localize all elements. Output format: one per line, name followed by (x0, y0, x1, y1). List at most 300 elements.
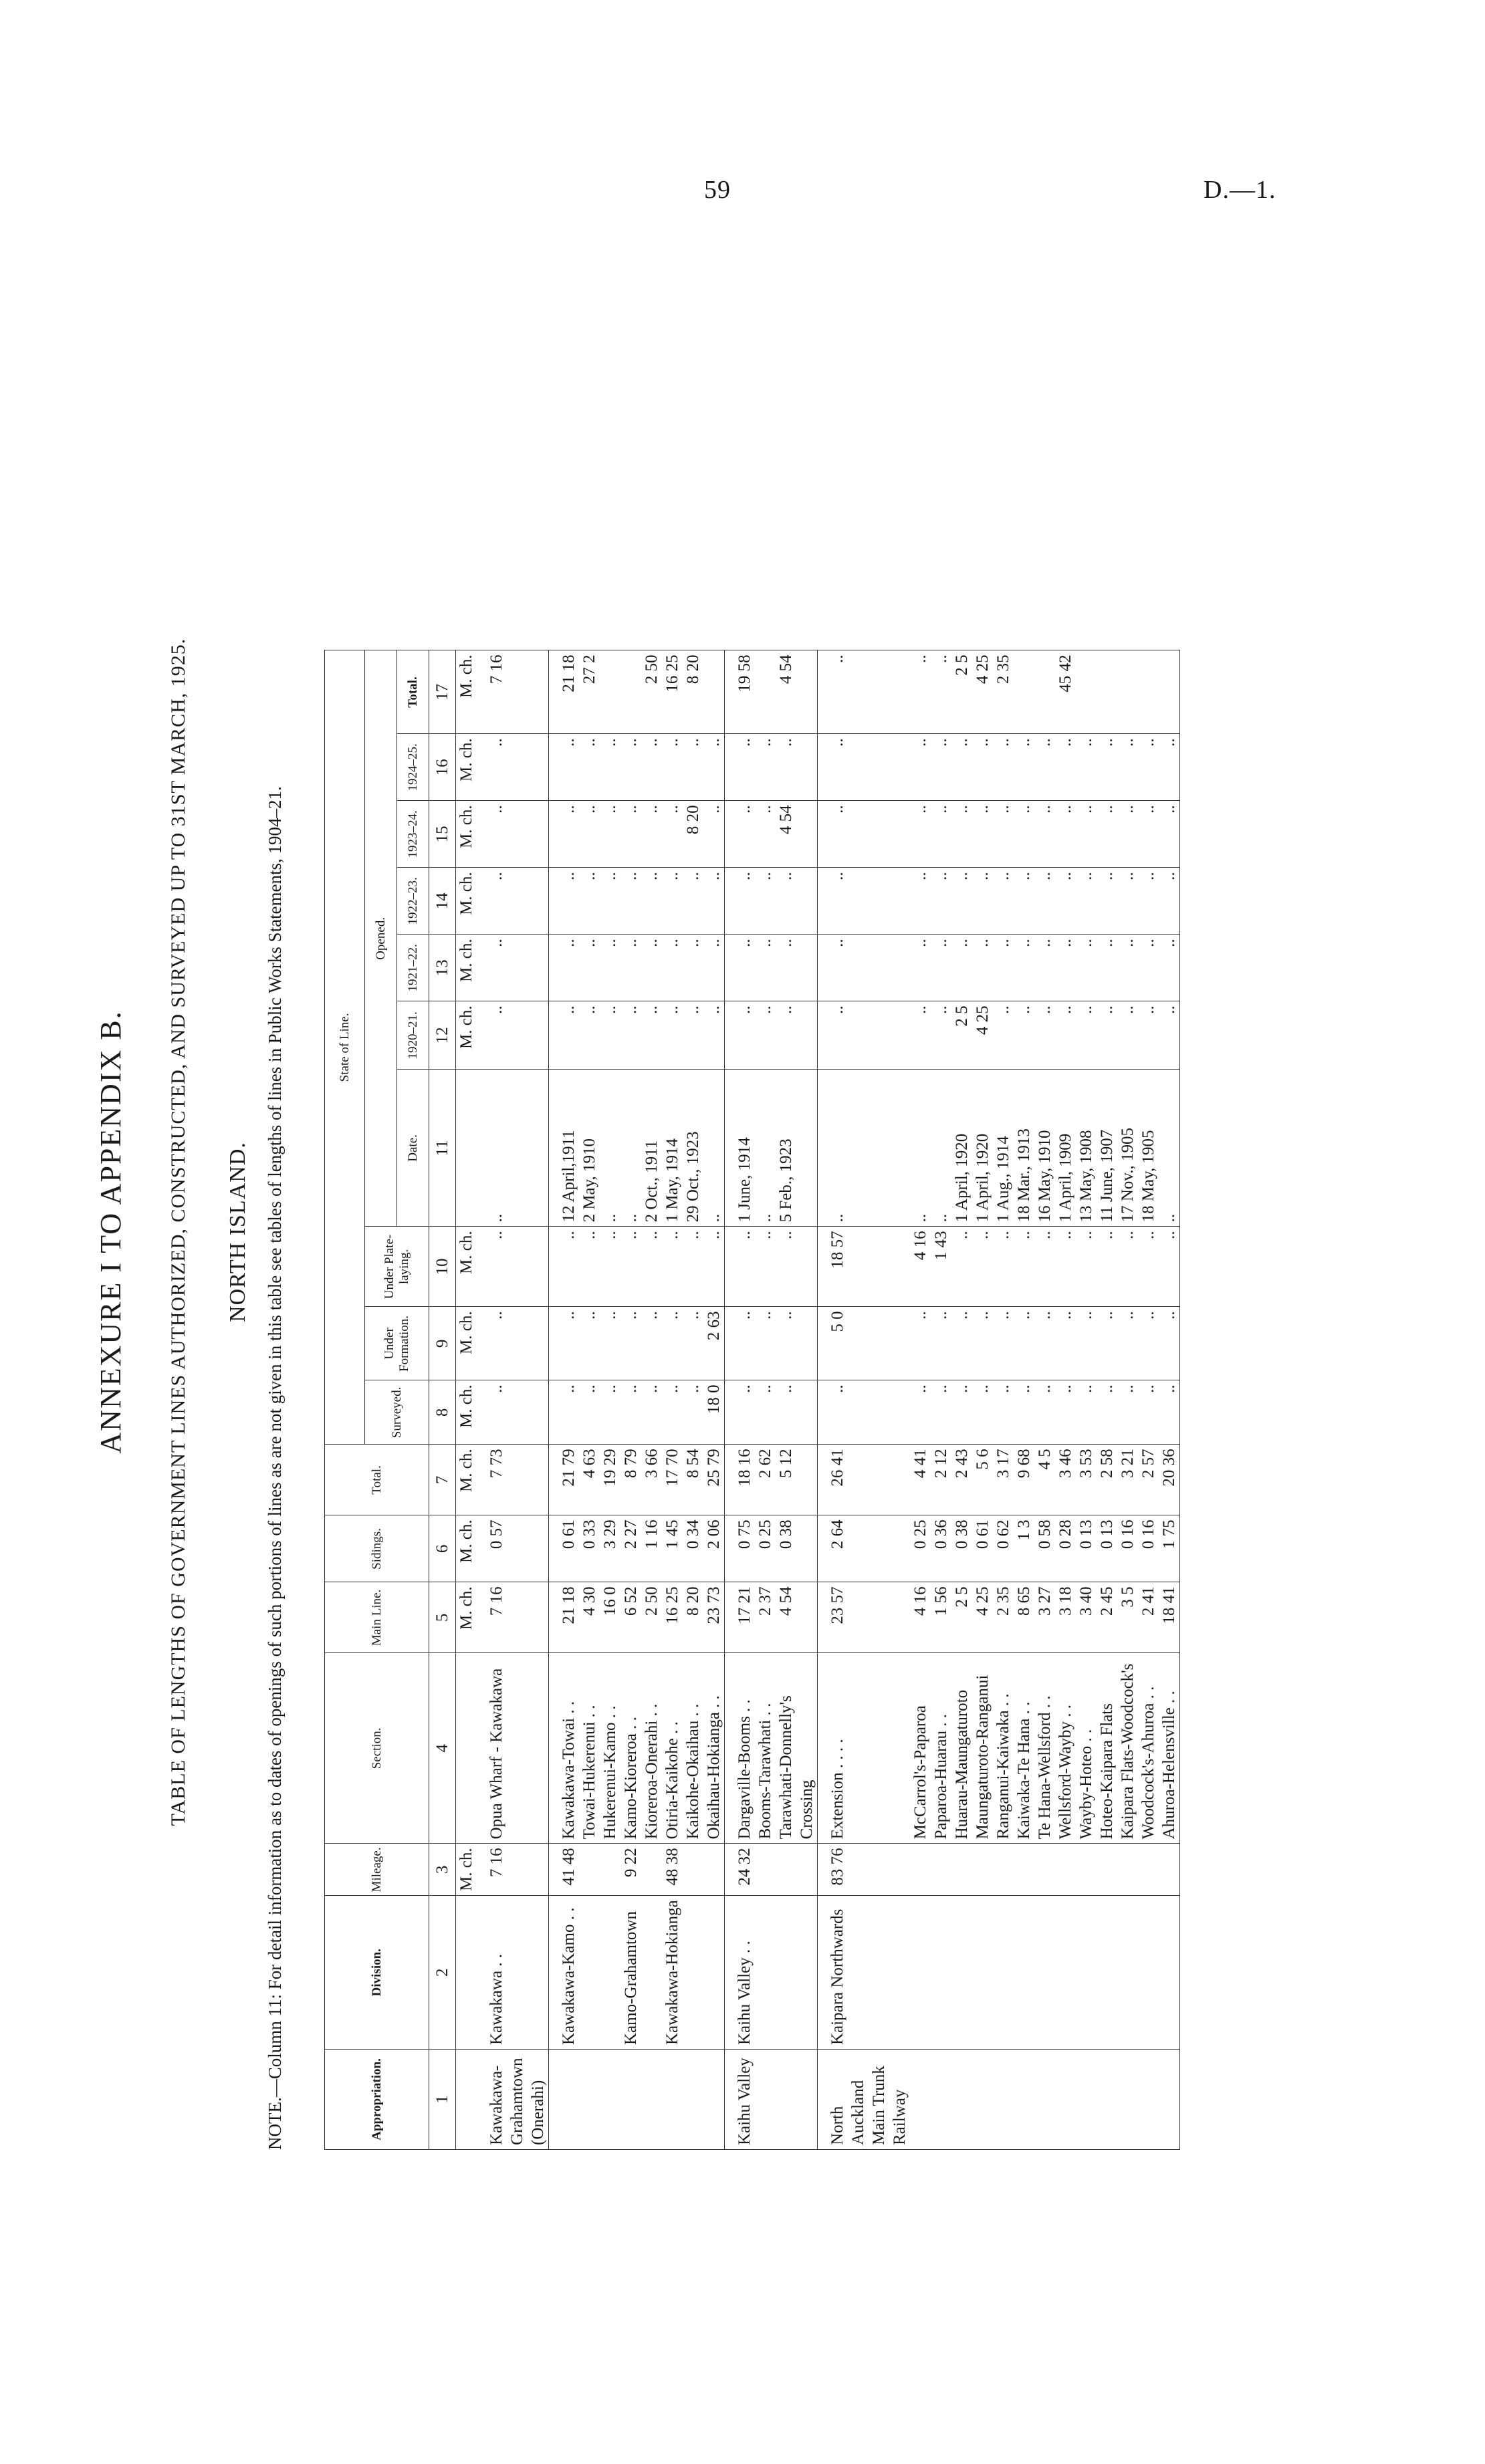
table-cell: .. (755, 1307, 776, 1380)
column-number: 17 (429, 650, 456, 734)
table-cell: .. (1034, 1307, 1055, 1380)
table-cell (951, 1844, 972, 1896)
table-cell: 0 36 (931, 1515, 951, 1582)
table-cell (683, 1844, 703, 1896)
unit-label: M. ch. (456, 734, 477, 801)
header-main-line: Main Line. (325, 1582, 429, 1653)
header-state-of-line: State of Line. (325, 650, 365, 1445)
table-cell: 2 58 (1097, 1445, 1117, 1515)
table-cell (1138, 1896, 1159, 2050)
unit-label: M. ch. (456, 868, 477, 935)
table-cell: .. (972, 1227, 993, 1307)
table-cell: .. (951, 935, 972, 1001)
table-cell: .. (755, 1227, 776, 1307)
table-cell: 4 25 (972, 1582, 993, 1653)
table-cell: .. (910, 935, 931, 1001)
table-cell: .. (1159, 1001, 1180, 1070)
table-cell: 8 65 (1014, 1582, 1034, 1653)
table-cell: .. (1076, 935, 1097, 1001)
table-cell: Kamo-Grahamtown (620, 1896, 641, 2050)
table-row (1076, 650, 1097, 2150)
table-cell: 4 63 (579, 1445, 600, 1515)
table-cell: 25 79 (703, 1445, 725, 1515)
table-cell: 2 63 (703, 1307, 725, 1380)
table-cell: .. (662, 1380, 683, 1445)
table-cell: .. (620, 801, 641, 868)
header-1923-24: 1923–24. (397, 801, 429, 868)
table-cell: 0 57 (477, 1515, 549, 1582)
table-cell: .. (755, 734, 776, 801)
table-cell: .. (579, 1307, 600, 1380)
table-cell: .. (972, 935, 993, 1001)
table-cell: McCarrol's-Paparoa (910, 1653, 931, 1844)
table-cell: .. (683, 1380, 703, 1445)
table-cell (951, 1896, 972, 2050)
table-cell: .. (1014, 935, 1034, 1001)
table-cell: 2 64 (818, 1515, 911, 1582)
table-cell: .. (641, 734, 662, 801)
unit-label (456, 1653, 477, 1844)
table-cell: .. (1159, 1307, 1180, 1380)
table-cell: .. (725, 1307, 756, 1380)
table-cell: 21 18 (549, 1582, 580, 1653)
table-cell: 2 May, 1910 (579, 1070, 600, 1227)
table-cell (620, 2050, 641, 2150)
table-cell: .. (910, 868, 931, 935)
table-cell: .. (1097, 734, 1117, 801)
table-cell: 16 0 (600, 1582, 620, 1653)
table-cell: .. (951, 734, 972, 801)
table-cell: .. (477, 1227, 549, 1307)
table-cell: 1 75 (1159, 1515, 1180, 1582)
table-cell: .. (600, 868, 620, 935)
table-cell: .. (1014, 801, 1034, 868)
table-cell: .. (972, 1380, 993, 1445)
table-cell: 2 27 (620, 1515, 641, 1582)
column-number: 3 (429, 1844, 456, 1896)
table-cell: 0 25 (910, 1515, 931, 1582)
table-cell: 2 41 (1138, 1582, 1159, 1653)
table-cell: .. (910, 1307, 931, 1380)
table-cell: 0 13 (1097, 1515, 1117, 1582)
table-cell: Wellsford-Wayby . . (1055, 1653, 1076, 1844)
table-cell: Dargaville-Booms . . (725, 1653, 756, 1844)
table-cell (1014, 650, 1034, 734)
table-cell (1097, 1896, 1117, 2050)
table-cell: 3 17 (993, 1445, 1014, 1515)
table-cell: .. (1055, 801, 1076, 868)
table-cell: .. (662, 1001, 683, 1070)
table-cell: .. (951, 868, 972, 935)
table-cell: 3 40 (1076, 1582, 1097, 1653)
table-cell: .. (1138, 935, 1159, 1001)
table-row (725, 650, 756, 2150)
header-1924-25: 1924–25. (397, 734, 429, 801)
table-cell: Kaihu Valley (725, 2050, 756, 2150)
table-cell: 17 Nov., 1905 (1117, 1070, 1138, 1227)
table-cell: .. (549, 868, 580, 935)
table-cell: 16 25 (662, 1582, 683, 1653)
column-number: 1 (429, 2050, 456, 2150)
table-cell: 0 62 (993, 1515, 1014, 1582)
table-cell: 20 36 (1159, 1445, 1180, 1515)
table-cell: .. (993, 1001, 1014, 1070)
table-cell: 1 April, 1920 (951, 1070, 972, 1227)
table-cell: 13 May, 1908 (1076, 1070, 1097, 1227)
table-cell: .. (1097, 1307, 1117, 1380)
table-cell: 41 48 (549, 1844, 580, 1896)
table-cell: Hoteo-Kaipara Flats (1097, 1653, 1117, 1844)
table-cell: Opua Wharf - Kawakawa (477, 1653, 549, 1844)
table-cell: .. (579, 868, 600, 935)
header-opened-total: Total. (397, 650, 429, 734)
table-cell: .. (1014, 868, 1034, 935)
table-cell: .. (1117, 801, 1138, 868)
table-cell: .. (1034, 868, 1055, 935)
page-number: 59 (704, 176, 731, 204)
table-cell: .. (579, 1001, 600, 1070)
table-cell: .. (620, 1380, 641, 1445)
table-cell: 8 20 (683, 801, 703, 868)
table-cell (1014, 1844, 1034, 1896)
table-row (579, 650, 600, 2150)
table-cell: 4 16 (910, 1582, 931, 1653)
table-cell: .. (549, 1307, 580, 1380)
table-row (641, 650, 662, 2150)
table-cell (755, 2050, 776, 2150)
table-cell: .. (1034, 935, 1055, 1001)
table-cell: .. (477, 801, 549, 868)
table-cell (931, 1896, 951, 2050)
column-number: 11 (429, 1070, 456, 1227)
table-cell: North Auckland Main Trunk Railway (818, 2050, 911, 2150)
unit-label (456, 1896, 477, 2050)
table-cell: 2 35 (993, 1582, 1014, 1653)
table-cell: .. (1014, 1307, 1034, 1380)
table-cell: .. (641, 935, 662, 1001)
table-cell: .. (1138, 1307, 1159, 1380)
table-cell: .. (549, 935, 580, 1001)
table-cell: 5 12 (776, 1445, 818, 1515)
table-cell: .. (620, 935, 641, 1001)
table-cell: .. (931, 650, 951, 734)
table-cell: 2 12 (931, 1445, 951, 1515)
table-cell: .. (1097, 801, 1117, 868)
table-cell: 11 June, 1907 (1097, 1070, 1117, 1227)
table-cell: .. (620, 734, 641, 801)
table-cell: .. (477, 1070, 549, 1227)
table-cell (1159, 650, 1180, 734)
table-cell: .. (477, 1307, 549, 1380)
table-cell: .. (1138, 734, 1159, 801)
table-cell (1097, 2050, 1117, 2150)
table-row (662, 650, 683, 2150)
table-cell: 2 5 (951, 1582, 972, 1653)
header-appropriation: Appropriation. (325, 2050, 429, 2150)
table-cell: .. (549, 1380, 580, 1445)
table-cell: .. (549, 801, 580, 868)
table-cell (776, 2050, 818, 2150)
table-cell: .. (931, 935, 951, 1001)
table-cell (600, 650, 620, 734)
unit-label: M. ch. (456, 801, 477, 868)
table-cell (600, 1896, 620, 2050)
table-cell: 2 5 (951, 1001, 972, 1070)
table-cell (703, 2050, 725, 2150)
table-row (910, 650, 931, 2150)
header-surveyed: Surveyed. (365, 1380, 429, 1445)
table-cell: .. (776, 1380, 818, 1445)
column-number: 13 (429, 935, 456, 1001)
table-cell: .. (1055, 1307, 1076, 1380)
table-cell: .. (951, 1307, 972, 1380)
table-cell (1055, 1896, 1076, 2050)
table-cell: .. (549, 1001, 580, 1070)
table-cell: 1 June, 1914 (725, 1070, 756, 1227)
table-cell (972, 1844, 993, 1896)
table-cell: .. (776, 935, 818, 1001)
table-title: TABLE OF LENGTHS OF GOVERNMENT LINES AUTHORIZED, CONSTRUCTED, AND SURVEYED UP TO 31ST MARCH, 1925. (167, 638, 189, 1826)
table-cell: 24 32 (725, 1844, 756, 1896)
table-cell: .. (910, 1070, 931, 1227)
table-cell: .. (776, 1227, 818, 1307)
table-cell: .. (725, 935, 756, 1001)
table-cell (1117, 1896, 1138, 2050)
table-cell: 0 28 (1055, 1515, 1076, 1582)
table-cell: .. (1055, 1380, 1076, 1445)
table-cell: 1 May, 1914 (662, 1070, 683, 1227)
table-cell: .. (993, 734, 1014, 801)
table-cell: 3 21 (1117, 1445, 1138, 1515)
table-cell: .. (755, 1001, 776, 1070)
table-cell: Hukerenui-Kamo . . (600, 1653, 620, 1844)
table-cell: 1 April, 1920 (972, 1070, 993, 1227)
table-cell: .. (818, 935, 911, 1001)
table-cell: .. (972, 801, 993, 868)
table-cell (641, 1844, 662, 1896)
table-cell: 83 76 (818, 1844, 911, 1896)
table-cell: 1 April, 1909 (1055, 1070, 1076, 1227)
table-cell (1034, 1844, 1055, 1896)
table-cell: Ranganui-Kaiwaka . . (993, 1653, 1014, 1844)
table-cell: .. (776, 734, 818, 801)
table-row (703, 650, 725, 2150)
table-cell: 0 16 (1117, 1515, 1138, 1582)
table-cell: Kawakawa-Towai . . (549, 1653, 580, 1844)
table-cell: .. (703, 1070, 725, 1227)
table-cell (579, 1896, 600, 2050)
table-cell: .. (1034, 1227, 1055, 1307)
table-cell: .. (931, 1380, 951, 1445)
table-cell: Paparoa-Huarau . . (931, 1653, 951, 1844)
table-cell: 18 16 (725, 1445, 756, 1515)
table-cell: 3 5 (1117, 1582, 1138, 1653)
table-cell: .. (818, 734, 911, 801)
table-cell: .. (725, 1001, 756, 1070)
table-cell (683, 1896, 703, 2050)
table-cell: 4 54 (776, 1582, 818, 1653)
table-cell: 26 41 (818, 1445, 911, 1515)
table-cell: .. (600, 1227, 620, 1307)
table-cell (910, 2050, 931, 2150)
table-cell: .. (641, 1001, 662, 1070)
table-cell: .. (951, 1380, 972, 1445)
table-cell: Maungaturoto-Ranganui (972, 1653, 993, 1844)
table-cell (1117, 1844, 1138, 1896)
table-cell (641, 1896, 662, 2050)
region-heading: NORTH ISLAND. (225, 1142, 250, 1322)
table-row (993, 650, 1014, 2150)
table-row (477, 650, 549, 2150)
table-cell: .. (703, 868, 725, 935)
table-row (1034, 650, 1055, 2150)
table-row (549, 650, 580, 2150)
table-cell (1076, 2050, 1097, 2150)
table-cell: .. (1055, 868, 1076, 935)
table-cell: .. (993, 1307, 1014, 1380)
header-1920-21: 1920–21. (397, 1001, 429, 1070)
table-cell (1034, 2050, 1055, 2150)
table-cell: 18 0 (703, 1380, 725, 1445)
table-row (620, 650, 641, 2150)
table-cell (951, 2050, 972, 2150)
table-cell (931, 1844, 951, 1896)
table-cell: .. (600, 801, 620, 868)
table-cell: .. (1159, 868, 1180, 935)
table-row (818, 650, 911, 2150)
table-cell: .. (641, 868, 662, 935)
table-cell: .. (993, 935, 1014, 1001)
table-cell: 21 79 (549, 1445, 580, 1515)
table-cell: .. (910, 650, 931, 734)
table-cell: .. (579, 801, 600, 868)
table-cell: .. (1076, 1227, 1097, 1307)
table-cell: 18 57 (818, 1227, 911, 1307)
table-cell: Kawakawa-Hokianga (662, 1896, 683, 2050)
table-cell: .. (1138, 1001, 1159, 1070)
table-cell (1034, 1896, 1055, 2050)
table-cell: .. (1159, 1070, 1180, 1227)
table-cell: .. (1014, 1001, 1034, 1070)
header-1921-22: 1921–22. (397, 935, 429, 1001)
annexure-title: ANNEXURE I TO APPENDIX B. (94, 1010, 127, 1454)
table-cell: 19 29 (600, 1445, 620, 1515)
table-cell: 1 43 (931, 1227, 951, 1307)
table-cell: 5 6 (972, 1445, 993, 1515)
table-cell: 2 06 (703, 1515, 725, 1582)
table-cell: 2 57 (1138, 1445, 1159, 1515)
table-cell: .. (549, 1227, 580, 1307)
table-cell: .. (1076, 801, 1097, 868)
table-cell: .. (931, 801, 951, 868)
table-cell: .. (725, 1380, 756, 1445)
table-cell (776, 1844, 818, 1896)
table-cell: 2 37 (755, 1582, 776, 1653)
table-cell: .. (818, 801, 911, 868)
table-cell (1014, 1896, 1034, 2050)
table-cell: .. (620, 1070, 641, 1227)
table-cell (755, 650, 776, 734)
table-cell: .. (1159, 935, 1180, 1001)
table-cell (972, 1896, 993, 2050)
table-cell: .. (1117, 734, 1138, 801)
table-cell: .. (1034, 734, 1055, 801)
table-cell (972, 2050, 993, 2150)
header-opened: Opened. (365, 650, 397, 1227)
table-cell: 3 29 (600, 1515, 620, 1582)
table-cell: .. (600, 1307, 620, 1380)
table-cell: .. (579, 1227, 600, 1307)
header-mileage: Mileage. (325, 1844, 429, 1896)
header-under-platelaying: Under Plate-laying. (365, 1227, 429, 1307)
table-cell: .. (1117, 1380, 1138, 1445)
table-cell: .. (972, 868, 993, 935)
table-cell (993, 2050, 1014, 2150)
unit-label: M. ch. (456, 1001, 477, 1070)
table-cell: .. (579, 734, 600, 801)
table-cell: 48 38 (662, 1844, 683, 1896)
table-cell (549, 2050, 580, 2150)
unit-label: M. ch. (456, 1380, 477, 1445)
table-cell: 3 53 (1076, 1445, 1097, 1515)
table-cell: 3 27 (1034, 1582, 1055, 1653)
table-cell: .. (1117, 935, 1138, 1001)
table-cell: 1 56 (931, 1582, 951, 1653)
table-cell: Wayby-Hoteo . . (1076, 1653, 1097, 1844)
table-cell: .. (725, 734, 756, 801)
table-row (951, 650, 972, 2150)
unit-label: M. ch. (456, 1445, 477, 1515)
table-row (1097, 650, 1117, 2150)
table-cell: .. (477, 734, 549, 801)
table-cell: .. (1014, 734, 1034, 801)
table-cell: .. (931, 1001, 951, 1070)
table-cell: .. (1097, 1227, 1117, 1307)
table-cell: 27 2 (579, 650, 600, 734)
table-cell (1159, 1844, 1180, 1896)
table-row (1055, 650, 1076, 2150)
table-cell: .. (703, 1227, 725, 1307)
table-cell: 4 25 (972, 1001, 993, 1070)
table-cell: Ahuroa-Helensville . . (1159, 1653, 1180, 1844)
table-cell: .. (662, 1227, 683, 1307)
table-note: NOTE.—Column 11: For detail information as to dates of openings of such portions of lines as are not given in this table see tables of lengths of lines in Public Works Statements, 1904–21. (265, 786, 285, 2150)
table-cell: Kawakawa-Kamo . . (549, 1896, 580, 2050)
unit-label: M. ch. (456, 650, 477, 734)
table-cell: Kawakawa . . (477, 1896, 549, 2050)
table-cell: .. (703, 1001, 725, 1070)
table-cell: .. (818, 1380, 911, 1445)
table-cell: .. (600, 1070, 620, 1227)
table-cell: Te Hana-Wellsford . . (1034, 1653, 1055, 1844)
table-cell: .. (600, 1001, 620, 1070)
table-cell: 29 Oct., 1923 (683, 1070, 703, 1227)
table-cell: .. (1097, 1001, 1117, 1070)
units-row (456, 650, 477, 2150)
table-cell: 1 Aug., 1914 (993, 1070, 1014, 1227)
table-cell: 19 58 (725, 650, 756, 734)
header-division: Division. (325, 1896, 429, 2050)
column-number: 14 (429, 868, 456, 935)
table-cell: 2 62 (755, 1445, 776, 1515)
table-cell: .. (641, 1307, 662, 1380)
table-cell: 7 16 (477, 1844, 549, 1896)
table-cell (755, 1896, 776, 2050)
table-cell: 2 35 (993, 650, 1014, 734)
table-cell: 0 61 (972, 1515, 993, 1582)
table-cell: 2 50 (641, 650, 662, 734)
table-cell: .. (1097, 868, 1117, 935)
